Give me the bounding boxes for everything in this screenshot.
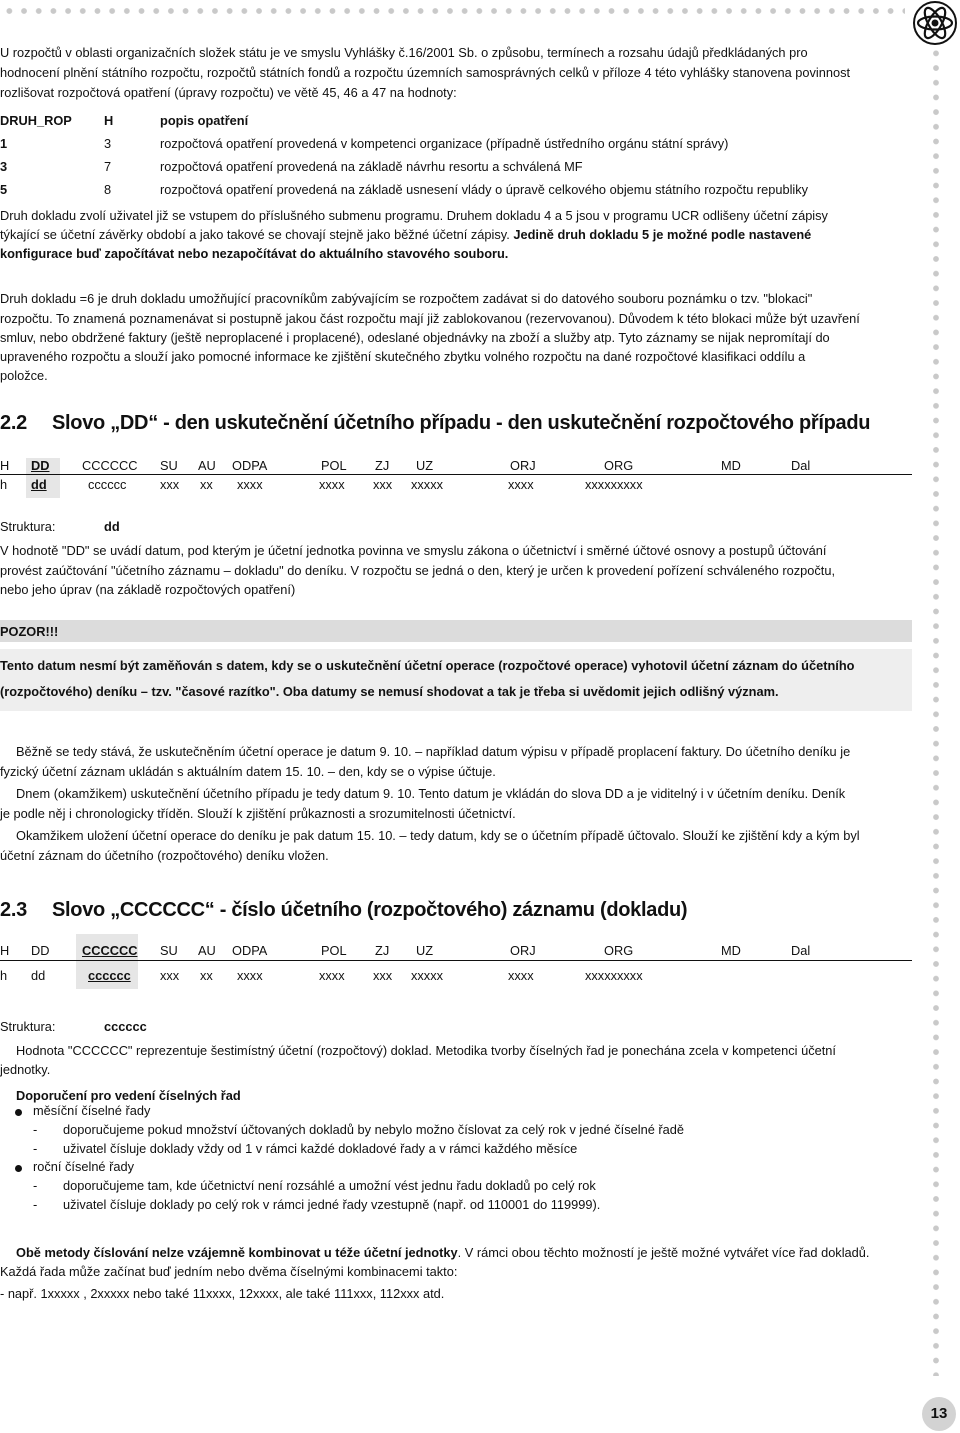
field-cccccc: CCCCCC [82,943,138,958]
pozor-label: POZOR!!! [0,624,59,639]
dd-para-line-3: nebo jeho úprav (na základě rozpočtových opatření) [0,582,296,597]
value-org: xxxxxxxxx [585,968,643,983]
list-item: uživatel čísluje doklady vždy od 1 v rámci každé dokladové řady a v rámci každého měsíce [63,1141,578,1156]
section-number: 2.3 [0,899,27,921]
explain-line-6: účetní záznam do účetního (rozpočtového) deníku vložen. [0,848,329,863]
dd-para-line-2: provést zaúčtování "účetního záznamu – dokladu" do deníku. V rozpočtu se jedná o den, který je určen k provedení pořízení schváleného rozpočtu, [0,563,835,578]
value-cccccc: cccccc [88,477,127,492]
value-dd: dd [31,968,46,983]
explain-line-3: Dnem (okamžikem) uskutečnění účetního případu je tedy datum 9. 10. Tento datum je vkládán do slova DD a je viditelný i v účetním deníku. Deník [16,786,846,801]
value-su: xxx [160,968,180,983]
table-row [0,182,912,202]
value-su: xxx [160,477,180,492]
field-h: H [0,458,10,473]
intro-line-3: rozlišovat rozpočtová opatření (úpravy rozpočtu) ve větě 45, 46 a 47 na hodnoty: [0,85,457,100]
h-cell: 8 [104,182,112,197]
druh6-line-4: upraveného rozpočtu a slouží jako pomocné informace ke zjištění skutečného zbytku volného rozpočtu na dané rozpočtové klasifikaci oddílu a [0,349,806,364]
druh6-line-3: smluv, nebo obdržené faktury (ještě neproplacené i proplacené), odeslané objednávky na zboží a služby atp. Tyto záznamy se nijak nepromítají do [0,330,830,345]
value-org: xxxxxxxxx [585,477,643,492]
list-item: měsíční číselné řady [33,1103,151,1118]
list-dash: - [33,1197,38,1212]
druh6-line-1: Druh dokladu =6 je druh dokladu umožňující pracovníkům zabývajícím se rozpočtem zadávat si do datového souboru poznámku o tzv. "blokaci" [0,291,813,306]
table-row [0,136,912,156]
druh-table-header [0,113,912,133]
value-cccccc: cccccc [88,968,131,983]
section-title: Slovo „CCCCCC“ - číslo účetního (rozpočtového) záznamu (dokladu) [52,899,688,921]
top-dot-border [0,0,905,22]
field-orj: ORJ [510,458,536,473]
intro-line-1: U rozpočtů v oblasti organizačních složek státu je ve smyslu Vyhlášky č.16/2001 Sb. o způsobu, termínech a rozsahu údajů předkládaných pro [0,45,808,60]
table-row [0,159,912,179]
value-dd: dd [31,477,47,492]
druh-para-bold: Jedině druh dokladu 5 je možné podle nastavené [513,227,812,242]
right-dot-border [925,46,947,1376]
field-odpa: ODPA [232,458,268,473]
field-au: AU [198,943,216,958]
field-odpa: ODPA [232,943,268,958]
final-line-3: - např. 1xxxxx , 2xxxxx nebo také 11xxxx, 12xxxx, ale také 111xxx, 112xxx atd. [0,1286,445,1301]
final-line-1 [0,1243,912,1263]
field-cccccc: CCCCCC [82,458,138,473]
druh6-line-2: rozpočtu. To znamená poznamenávat si postupně jakou část rozpočtu mají již zablokovanou (rezervovanou). Důvodem k této blokaci může být uzavření [0,311,860,326]
druh-header-popis: popis opatření [160,113,249,128]
field-pol: POL [321,458,347,473]
field-dal: Dal [791,943,811,958]
druh-header-h: H [104,113,114,128]
list-dash: - [33,1178,38,1193]
value-pol: xxxx [319,477,345,492]
page-number: 13 [922,1397,956,1431]
field-h: H [0,943,10,958]
druh-cell: 1 [0,136,8,151]
druh-para-line-2 [0,225,912,245]
druh-cell: 3 [0,159,8,174]
list-item: doporučujeme tam, kde účetnictví není rozsáhlé a umožní vést jednu řadu dokladů po celý rok [63,1178,596,1193]
value-au: xx [200,968,213,983]
field-value-row [0,477,912,497]
field-md: MD [721,943,741,958]
explain-line-5: Okamžikem uložení účetní operace do deníku je pak datum 15. 10. – tedy datum, kdy se o účetním případě účtovalo. Slouží ke zjištění kdy a kým byl [16,828,860,843]
value-zj: xxx [373,968,393,983]
field-dd: DD [31,943,50,958]
warning-line-1: Tento datum nesmí být zaměňován s datem, kdy se o uskutečnění účetní operace (rozpočtové operace) vyhotovil účetní záznam do účetního [0,658,855,673]
explain-line-1: Běžně se tedy stává, že uskutečněním účetní operace je datum 9. 10. – například datum výpisu v případě proplacení faktury. Do účetního deníku je [16,744,851,759]
druh-para-normal: týkající se účetní závěrky období a jako takové se chovají stejně jako běžné účetní zápisy. [0,227,514,242]
value-pol: xxxx [319,968,345,983]
final-bold: Obě metody číslování nelze vzájemně kombinovat u téže účetní jednotky [16,1245,458,1260]
section-title: Slovo „DD“ - den uskutečnění účetního případu - den uskutečnění rozpočtového případu [52,412,871,434]
druh-para-line-1: Druh dokladu zvolí uživatel již se vstupem do příslušného submenu programu. Druhem dokladu 4 a 5 jsou v programu UCR odlišeny účetní zápisy [0,208,828,223]
value-uz: xxxxx [411,477,443,492]
value-orj: xxxx [508,477,534,492]
final-rest: . V rámci obou těchto možností je ještě možné vytvářet více řad dokladů. [457,1245,870,1260]
explain-line-4: je podle něj i chronologicky tříděn. Slouží k zjištění průkaznosti a srozumitelnosti účetnictví. [0,806,516,821]
field-uz: UZ [416,458,434,473]
druh-para-line-3: konfigurace buď započítávat nebo nezapočítávat do aktuálního stavového souboru. [0,246,509,261]
struktura-label: Struktura: [0,519,56,534]
value-odpa: xxxx [237,477,263,492]
list-item: doporučujeme pokud množství účtovaných dokladů by nebylo možno číslovat za celý rok v jedné číselné řadě [63,1122,684,1137]
field-zj: ZJ [375,943,390,958]
list-item: uživatel čísluje doklady po celý rok v rámci jedné řady vzestupně (např. od 110001 do 119999). [63,1197,601,1212]
struktura-23 [0,1017,912,1037]
druh6-line-5: položce. [0,368,48,383]
value-odpa: xxxx [237,968,263,983]
field-dal: Dal [791,458,811,473]
struktura-value: cccccc [104,1019,147,1034]
field-uz: UZ [416,943,434,958]
field-orj: ORJ [510,943,536,958]
section-number: 2.2 [0,412,27,434]
field-su: SU [160,458,178,473]
cccccc-para-line-1: Hodnota "CCCCCC" reprezentuje šestimístný účetní (rozpočtový) doklad. Metodika tvorby číselných řad je ponechána zcela v kompetenci účetní [16,1043,836,1058]
field-org: ORG [604,458,634,473]
value-au: xx [200,477,213,492]
field-header-row [0,458,912,478]
field-zj: ZJ [375,458,390,473]
field-table-rule [0,474,912,475]
field-su: SU [160,943,178,958]
explain-line-2: fyzický účetní záznam ukládán s aktuálním datem 15. 10. – den, kdy se o výpise účtuje. [0,764,496,779]
value-uz: xxxxx [411,968,443,983]
list-dash: - [33,1122,38,1137]
value-orj: xxxx [508,968,534,983]
field-org: ORG [604,943,634,958]
struktura-22 [0,517,912,537]
field-table-rule [0,960,912,961]
popis-cell: rozpočtová opatření provedená v kompetenci organizace (případně ústředního orgánu státní správy) [160,136,729,151]
value-h: h [0,968,8,983]
value-zj: xxx [373,477,393,492]
h-cell: 7 [104,159,112,174]
field-au: AU [198,458,216,473]
cccccc-para-line-2: jednotky. [0,1062,51,1077]
field-dd: DD [31,458,50,473]
field-value-row [0,968,912,988]
warning-line-2: (rozpočtového) deníku – tzv. "časové razítko". Oba datumy se nemusí shodovat a tak je třeba si uvědomit jejich odlišný význam. [0,684,779,699]
final-line-2: Každá řada může začínat buď jedním nebo dvěma číselnými kombinacemi takto: [0,1264,458,1279]
dd-para-line-1: V hodnotě "DD" se uvádí datum, pod kterým je účetní jednotka povinna ve smyslu zákona o účetnictví i směrné účtové osnovy a postupů účtování [0,543,827,558]
struktura-label: Struktura: [0,1019,56,1034]
list-dash: - [33,1141,38,1156]
druh-cell: 5 [0,182,8,197]
bullet-icon [15,1109,22,1116]
list-item: roční číselné řady [33,1159,135,1174]
field-md: MD [721,458,741,473]
popis-cell: rozpočtová opatření provedená na základě návrhu resortu a schválená MF [160,159,583,174]
struktura-value: dd [104,519,120,534]
h-cell: 3 [104,136,112,151]
popis-cell: rozpočtová opatření provedená na základě usnesení vlády o úpravě celkového objemu státního rozpočtu republiky [160,182,809,197]
field-pol: POL [321,943,347,958]
value-h: h [0,477,8,492]
bullet-icon [15,1165,22,1172]
druh-header-druh: DRUH_ROP [0,113,72,128]
intro-line-2: hodnocení plnění státního rozpočtu, rozpočtů státních fondů a rozpočtu územních samosprávných celků v příloze 4 této vyhlášky stanovena povinnost [0,65,851,80]
atom-logo-icon [912,0,958,46]
doporuceni-title: Doporučení pro vedení číselných řad [16,1088,241,1103]
